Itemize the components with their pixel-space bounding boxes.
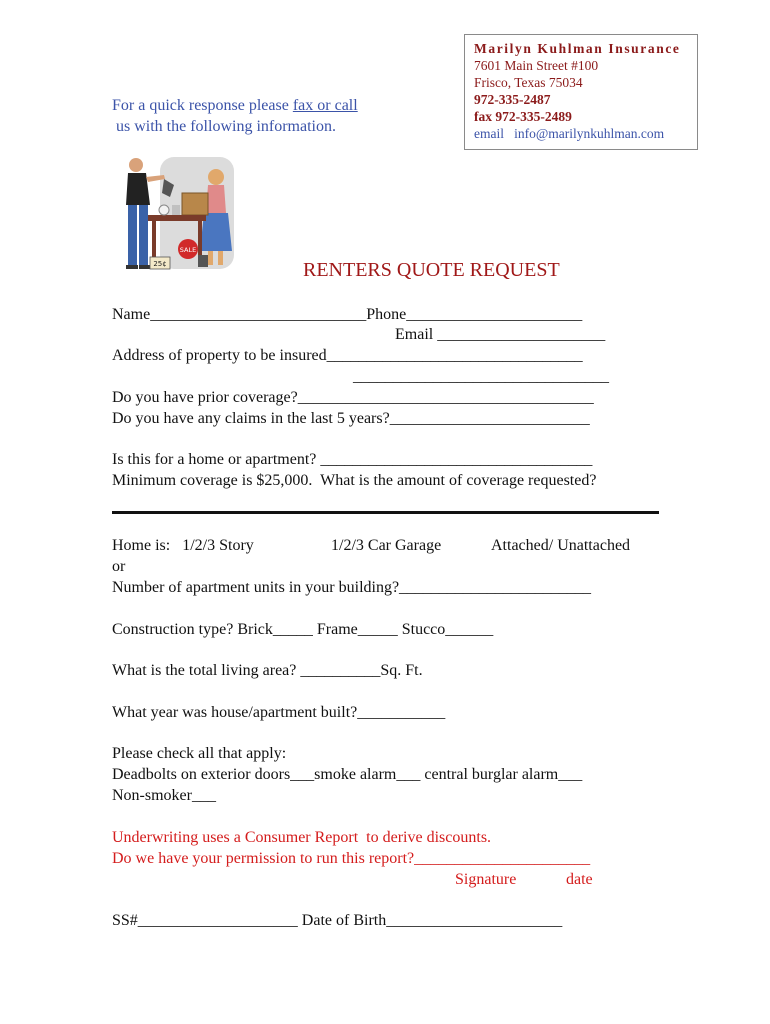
non-smoker-field[interactable]: Non-smoker___ bbox=[112, 787, 216, 804]
apartment-units-field[interactable]: Number of apartment units in your building?________________________ bbox=[112, 579, 592, 596]
intro-line2: us with the following information. bbox=[112, 118, 336, 135]
intro-prefix: For a quick response please bbox=[112, 97, 293, 114]
signature-label: Signature bbox=[455, 871, 517, 888]
table-item bbox=[159, 205, 169, 215]
agency-email-line bbox=[474, 125, 688, 142]
agency-email[interactable]: info@marilynkuhlman.com bbox=[514, 126, 665, 141]
man-leg-left bbox=[128, 205, 137, 267]
woman-leg bbox=[208, 251, 213, 265]
woman-head bbox=[208, 169, 224, 185]
car-garage-option[interactable]: 1/2/3 Car Garage bbox=[331, 537, 442, 554]
ss-dob-field[interactable]: SS#____________________ Date of Birth______________________ bbox=[112, 912, 563, 929]
woman-top bbox=[206, 185, 226, 213]
home-or-apartment-field[interactable]: Is this for a home or apartment? __________________________________ bbox=[112, 451, 593, 468]
check-all-label: Please check all that apply: bbox=[112, 745, 287, 762]
prior-coverage-field[interactable]: Do you have prior coverage?_____________________________________ bbox=[112, 389, 594, 406]
agency-fax: fax 972-335-2489 bbox=[474, 109, 572, 124]
home-story-option[interactable]: Home is: 1/2/3 Story bbox=[112, 537, 254, 554]
address-field-line2[interactable]: ________________________________ bbox=[353, 368, 609, 385]
sale-sign-text: SALE bbox=[179, 246, 197, 254]
agency-phone: 972-335-2487 bbox=[474, 92, 551, 107]
form-title: RENTERS QUOTE REQUEST bbox=[303, 259, 560, 281]
email-field[interactable]: Email _____________________ bbox=[395, 326, 606, 343]
or-label: or bbox=[112, 558, 126, 575]
table-item bbox=[172, 205, 180, 215]
address-field[interactable]: Address of property to be insured________________________________ bbox=[112, 347, 583, 364]
construction-type-field[interactable]: Construction type? Brick_____ Frame_____ Stucco______ bbox=[112, 621, 494, 638]
intro-text bbox=[112, 95, 358, 137]
date-label: date bbox=[566, 871, 593, 888]
minimum-coverage-question: Minimum coverage is $25,000. What is the amount of coverage requested? bbox=[112, 472, 597, 489]
attached-option[interactable]: Attached/ Unattached bbox=[491, 537, 631, 554]
agency-contact-box bbox=[464, 34, 698, 150]
agency-name: Marilyn Kuhlman Insurance bbox=[474, 41, 681, 56]
underwriting-notice: Underwriting uses a Consumer Report to derive discounts. bbox=[112, 829, 492, 846]
claims-field[interactable]: Do you have any claims in the last 5 years?_________________________ bbox=[112, 410, 590, 427]
sale-table bbox=[148, 215, 206, 221]
section-divider bbox=[112, 511, 659, 514]
safety-checklist[interactable]: Deadbolts on exterior doors___smoke alarm___ central burglar alarm___ bbox=[112, 766, 583, 783]
sale-item bbox=[198, 255, 208, 267]
price-tag-text: 25¢ bbox=[153, 260, 167, 268]
man-leg-right bbox=[139, 205, 148, 267]
fax-or-call-link[interactable]: fax or call bbox=[292, 97, 358, 114]
agency-city: Frisco, Texas 75034 bbox=[474, 75, 583, 90]
man-shoe bbox=[139, 265, 151, 269]
cardboard-box bbox=[182, 193, 208, 215]
woman-leg bbox=[218, 251, 223, 265]
living-area-field[interactable]: What is the total living area? __________Sq. Ft. bbox=[112, 662, 423, 679]
email-label: email bbox=[474, 126, 504, 141]
name-phone-field[interactable]: Name___________________________Phone______________________ bbox=[112, 306, 583, 323]
table-leg bbox=[152, 221, 156, 261]
permission-field[interactable]: Do we have your permission to run this report?______________________ bbox=[112, 850, 591, 867]
agency-street: 7601 Main Street #100 bbox=[474, 58, 599, 73]
year-built-field[interactable]: What year was house/apartment built?___________ bbox=[112, 704, 446, 721]
yard-sale-illustration bbox=[112, 155, 244, 277]
man-shoe bbox=[126, 265, 138, 269]
man-head bbox=[129, 158, 143, 172]
